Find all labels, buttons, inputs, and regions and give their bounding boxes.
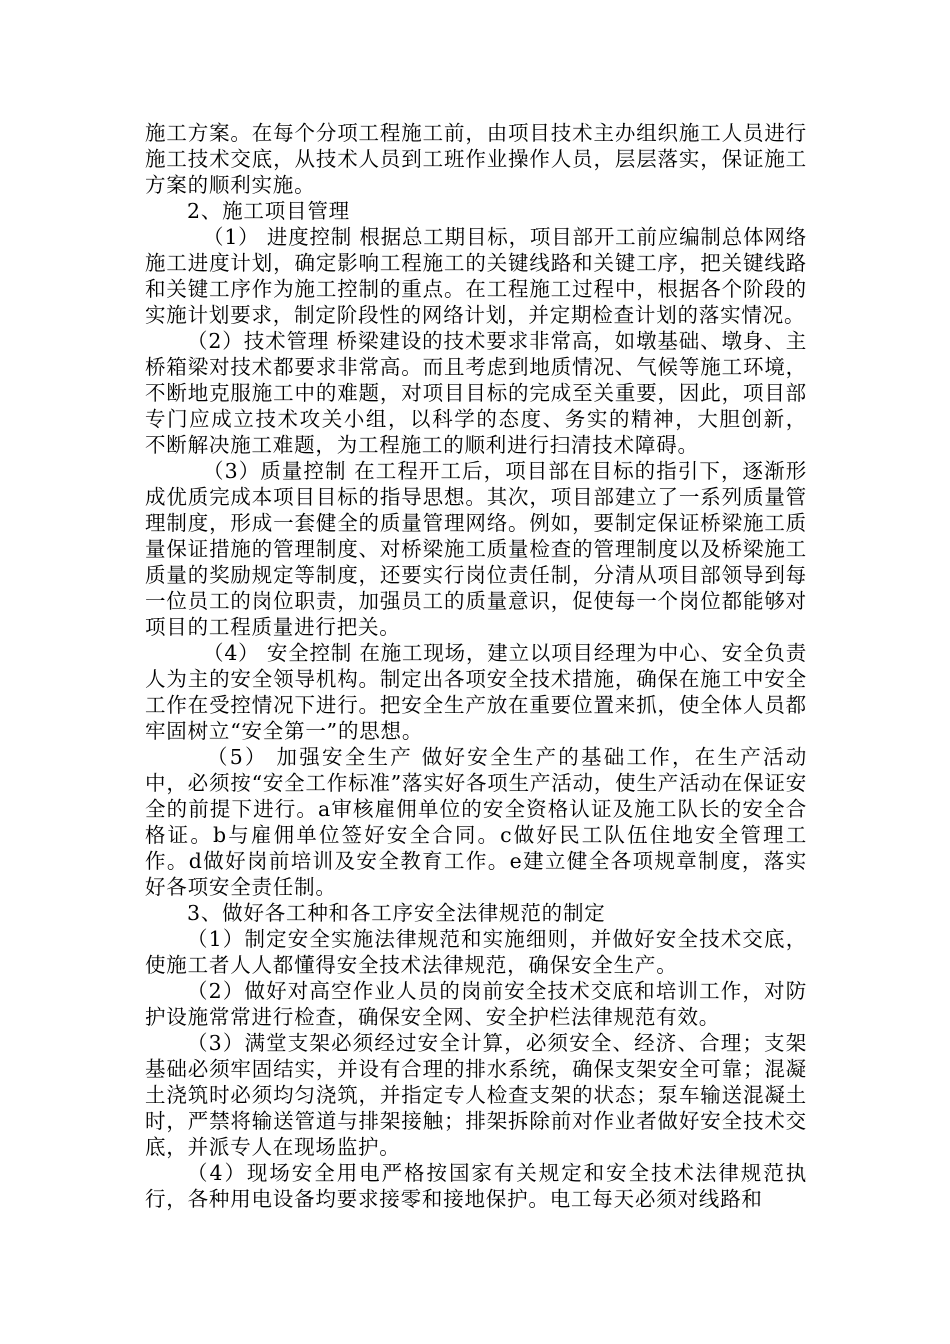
paragraph-strengthen-safety: （5） 加强安全生产 做好安全生产的基础工作，在生产活动中，必须按“安全工作标准”落实好各项生产活动，使生产活动在保证安全的前提下进行。a审核雇佣单位的安全资格认证及施工队长的安全合格证。b与雇佣单位签好安全合同。c做好民工队伍住地安全管理工作。d做好岗前培训及安全教育工作。e建立健全各项规章制度，落实好各项安全责任制。 (145, 745, 807, 899)
section-heading-safety-regulations: 3、做好各工种和各工序安全法律规范的制定 (187, 901, 606, 925)
document-page (145, 120, 807, 1212)
paragraph-electricity-safety: （4）现场安全用电严格按国家有关规定和安全技术法律规范执行，各种用电设备均要求接零和接地保护。电工每天必须对线路和 (145, 1161, 807, 1211)
paragraph-scaffold-safety: （3）满堂支架必须经过安全计算，必须安全、经济、合理；支架基础必须牢固结实，并设有合理的排水系统，确保支架安全可靠；混凝土浇筑时必须均匀浇筑，并指定专人检查支架的状态；泵车输送混凝土时，严禁将输送管道与排架接触；排架拆除前对作业者做好安全技术交底，并派专人在现场监护。 (145, 1031, 807, 1159)
paragraph-safety-rules: （1）制定安全实施法律规范和实施细则，并做好安全技术交底，使施工者人人都懂得安全技术法律规范，确保安全生产。 (145, 927, 807, 977)
paragraph-quality-control: （3）质量控制 在工程开工后，项目部在目标的指引下，逐渐形成优质完成本项目目标的指导思想。其次，项目部建立了一系列质量管理制度，形成一套健全的质量管理网络。例如，要制定保证桥梁施工质量保证措施的管理制度、对桥梁施工质量检查的管理制度以及桥梁施工质量的奖励规定等制度，还要实行岗位责任制，分清从项目部领导到每一位员工的岗位职责，加强员工的质量意识，促使每一个岗位都能够对项目的工程质量进行把关。 (145, 459, 807, 639)
paragraph-schedule-control: （1） 进度控制 根据总工期目标，项目部开工前应编制总体网络施工进度计划，确定影响工程施工的关键线路和关键工序，把关键线路和关键工序作为施工控制的重点。在工程施工过程中，根据各个阶段的实施计划要求，制定阶段性的网络计划，并定期检查计划的落实情况。 (145, 225, 807, 327)
paragraph-construction-plan: 施工方案。在每个分项工程施工前，由项目技术主办组织施工人员进行施工技术交底，从技术人员到工班作业操作人员，层层落实，保证施工方案的顺利实施。 (145, 121, 807, 197)
paragraph-safety-control: （4） 安全控制 在施工现场，建立以项目经理为中心、安全负责人为主的安全领导机构。制定出各项安全技术措施，确保在施工中安全工作在受控情况下进行。把安全生产放在重要位置来抓，使全体人员都牢固树立“安全第一”的思想。 (145, 641, 807, 743)
paragraph-technical-management: （2）技术管理 桥梁建设的技术要求非常高，如墩基础、墩身、主桥箱梁对技术都要求非常高。而且考虑到地质情况、气候等施工环境，不断地克服施工中的难题，对项目目标的完成至关重要，因此，项目部专门应成立技术攻关小组，以科学的态度、务实的精神，大胆创新， 不断解决施工难题，为工程施工的顺利进行扫清技术障碍。 (145, 329, 807, 457)
paragraph-high-altitude-work: （2）做好对高空作业人员的岗前安全技术交底和培训工作，对防护设施常常进行检查，确保安全网、安全护栏法律规范有效。 (145, 979, 807, 1029)
section-heading-project-management: 2、施工项目管理 (187, 199, 350, 223)
